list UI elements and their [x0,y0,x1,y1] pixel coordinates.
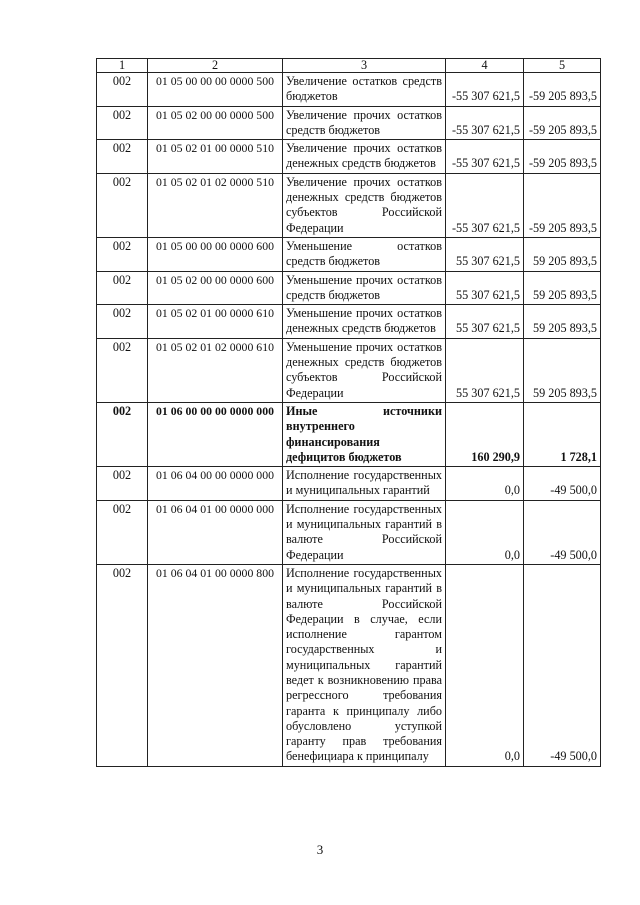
kbk-code-cell: 01 05 00 00 00 0000 600 [148,237,283,271]
kbk-code-cell: 01 05 02 01 02 0000 510 [148,173,283,237]
table-body [97,59,601,767]
source-name-cell: Уменьшение прочих остатков денежных средств бюджетов субъектов Российской Федерации [283,338,446,402]
amount-col5-cell: -49 500,0 [524,500,601,564]
admin-code-cell: 002 [97,500,148,564]
header-cell-2: 2 [148,59,283,73]
admin-code-cell: 002 [97,237,148,271]
admin-code-cell: 002 [97,73,148,107]
source-name-cell: Исполнение государственных и муниципальных гарантий [283,467,446,501]
amount-col4-cell: -55 307 621,5 [446,140,524,174]
kbk-code-cell: 01 05 02 00 00 0000 600 [148,271,283,305]
amount-col5-cell: 59 205 893,5 [524,305,601,339]
kbk-code-cell: 01 06 04 01 00 0000 000 [148,500,283,564]
amount-col5-cell: -59 205 893,5 [524,173,601,237]
amount-col5-cell: 59 205 893,5 [524,237,601,271]
admin-code-cell: 002 [97,305,148,339]
table-row [97,271,601,305]
header-cell-3: 3 [283,59,446,73]
amount-col5-cell: -49 500,0 [524,467,601,501]
kbk-code-cell: 01 05 00 00 00 0000 500 [148,73,283,107]
admin-code-cell: 002 [97,173,148,237]
source-name-cell: Увеличение прочих остатков денежных средств бюджетов субъектов Российской Федерации [283,173,446,237]
admin-code-cell: 002 [97,338,148,402]
admin-code-cell: 002 [97,402,148,466]
amount-col5-cell: -59 205 893,5 [524,140,601,174]
source-name-cell: Увеличение прочих остатков денежных средств бюджетов [283,140,446,174]
source-name-cell: Увеличение прочих остатков средств бюджетов [283,106,446,140]
amount-col4-cell: 0,0 [446,467,524,501]
amount-col4-cell: -55 307 621,5 [446,73,524,107]
admin-code-cell: 002 [97,140,148,174]
header-cell-4: 4 [446,59,524,73]
amount-col4-cell: 0,0 [446,500,524,564]
table-row [97,564,601,766]
kbk-code-cell: 01 05 02 00 00 0000 500 [148,106,283,140]
table-row [97,73,601,107]
budget-sources-table [96,58,601,767]
source-name-cell: Иные источники внутреннего финансирования дефицитов бюджетов [283,402,446,466]
table-row [97,467,601,501]
admin-code-cell: 002 [97,271,148,305]
amount-col5-cell: 59 205 893,5 [524,338,601,402]
table-row [97,106,601,140]
source-name-cell: Исполнение государственных и муниципальных гарантий в валюте Российской Федерации [283,500,446,564]
amount-col4-cell: 55 307 621,5 [446,338,524,402]
amount-col4-cell: 55 307 621,5 [446,305,524,339]
amount-col5-cell: -49 500,0 [524,564,601,766]
admin-code-cell: 002 [97,564,148,766]
table-row [97,140,601,174]
source-name-cell: Исполнение государственных и муниципальных гарантий в валюте Российской Федерации в случае, если исполнение гарантом государственных и муниципальных гарантий ведет к возникновению права регрессного требования гаранта к принципалу либо обусловлено уступкой гаранту прав требования бенефициара к принципалу [283,564,446,766]
kbk-code-cell: 01 06 04 01 00 0000 800 [148,564,283,766]
kbk-code-cell: 01 05 02 01 02 0000 610 [148,338,283,402]
admin-code-cell: 002 [97,106,148,140]
amount-col4-cell: -55 307 621,5 [446,173,524,237]
source-name-cell: Уменьшение прочих остатков средств бюджетов [283,271,446,305]
amount-col5-cell: -59 205 893,5 [524,73,601,107]
amount-col4-cell: 160 290,9 [446,402,524,466]
kbk-code-cell: 01 06 00 00 00 0000 000 [148,402,283,466]
table-row [97,173,601,237]
table-row-subtotal [97,402,601,466]
column-number-header [97,59,601,73]
source-name-cell: Уменьшение прочих остатков денежных средств бюджетов [283,305,446,339]
page-number: 3 [316,842,324,857]
kbk-code-cell: 01 05 02 01 00 0000 610 [148,305,283,339]
source-name-cell: Увеличение остатков средств бюджетов [283,73,446,107]
amount-col4-cell: 55 307 621,5 [446,271,524,305]
amount-col4-cell: 0,0 [446,564,524,766]
table-row [97,338,601,402]
admin-code-cell: 002 [97,467,148,501]
table-row [97,305,601,339]
source-name-cell: Уменьшение остатков средств бюджетов [283,237,446,271]
amount-col5-cell: 59 205 893,5 [524,271,601,305]
amount-col5-cell: -59 205 893,5 [524,106,601,140]
amount-col4-cell: 55 307 621,5 [446,237,524,271]
table-row [97,237,601,271]
table-row [97,500,601,564]
amount-col5-cell: 1 728,1 [524,402,601,466]
header-cell-1: 1 [97,59,148,73]
amount-col4-cell: -55 307 621,5 [446,106,524,140]
kbk-code-cell: 01 06 04 00 00 0000 000 [148,467,283,501]
kbk-code-cell: 01 05 02 01 00 0000 510 [148,140,283,174]
header-cell-5: 5 [524,59,601,73]
